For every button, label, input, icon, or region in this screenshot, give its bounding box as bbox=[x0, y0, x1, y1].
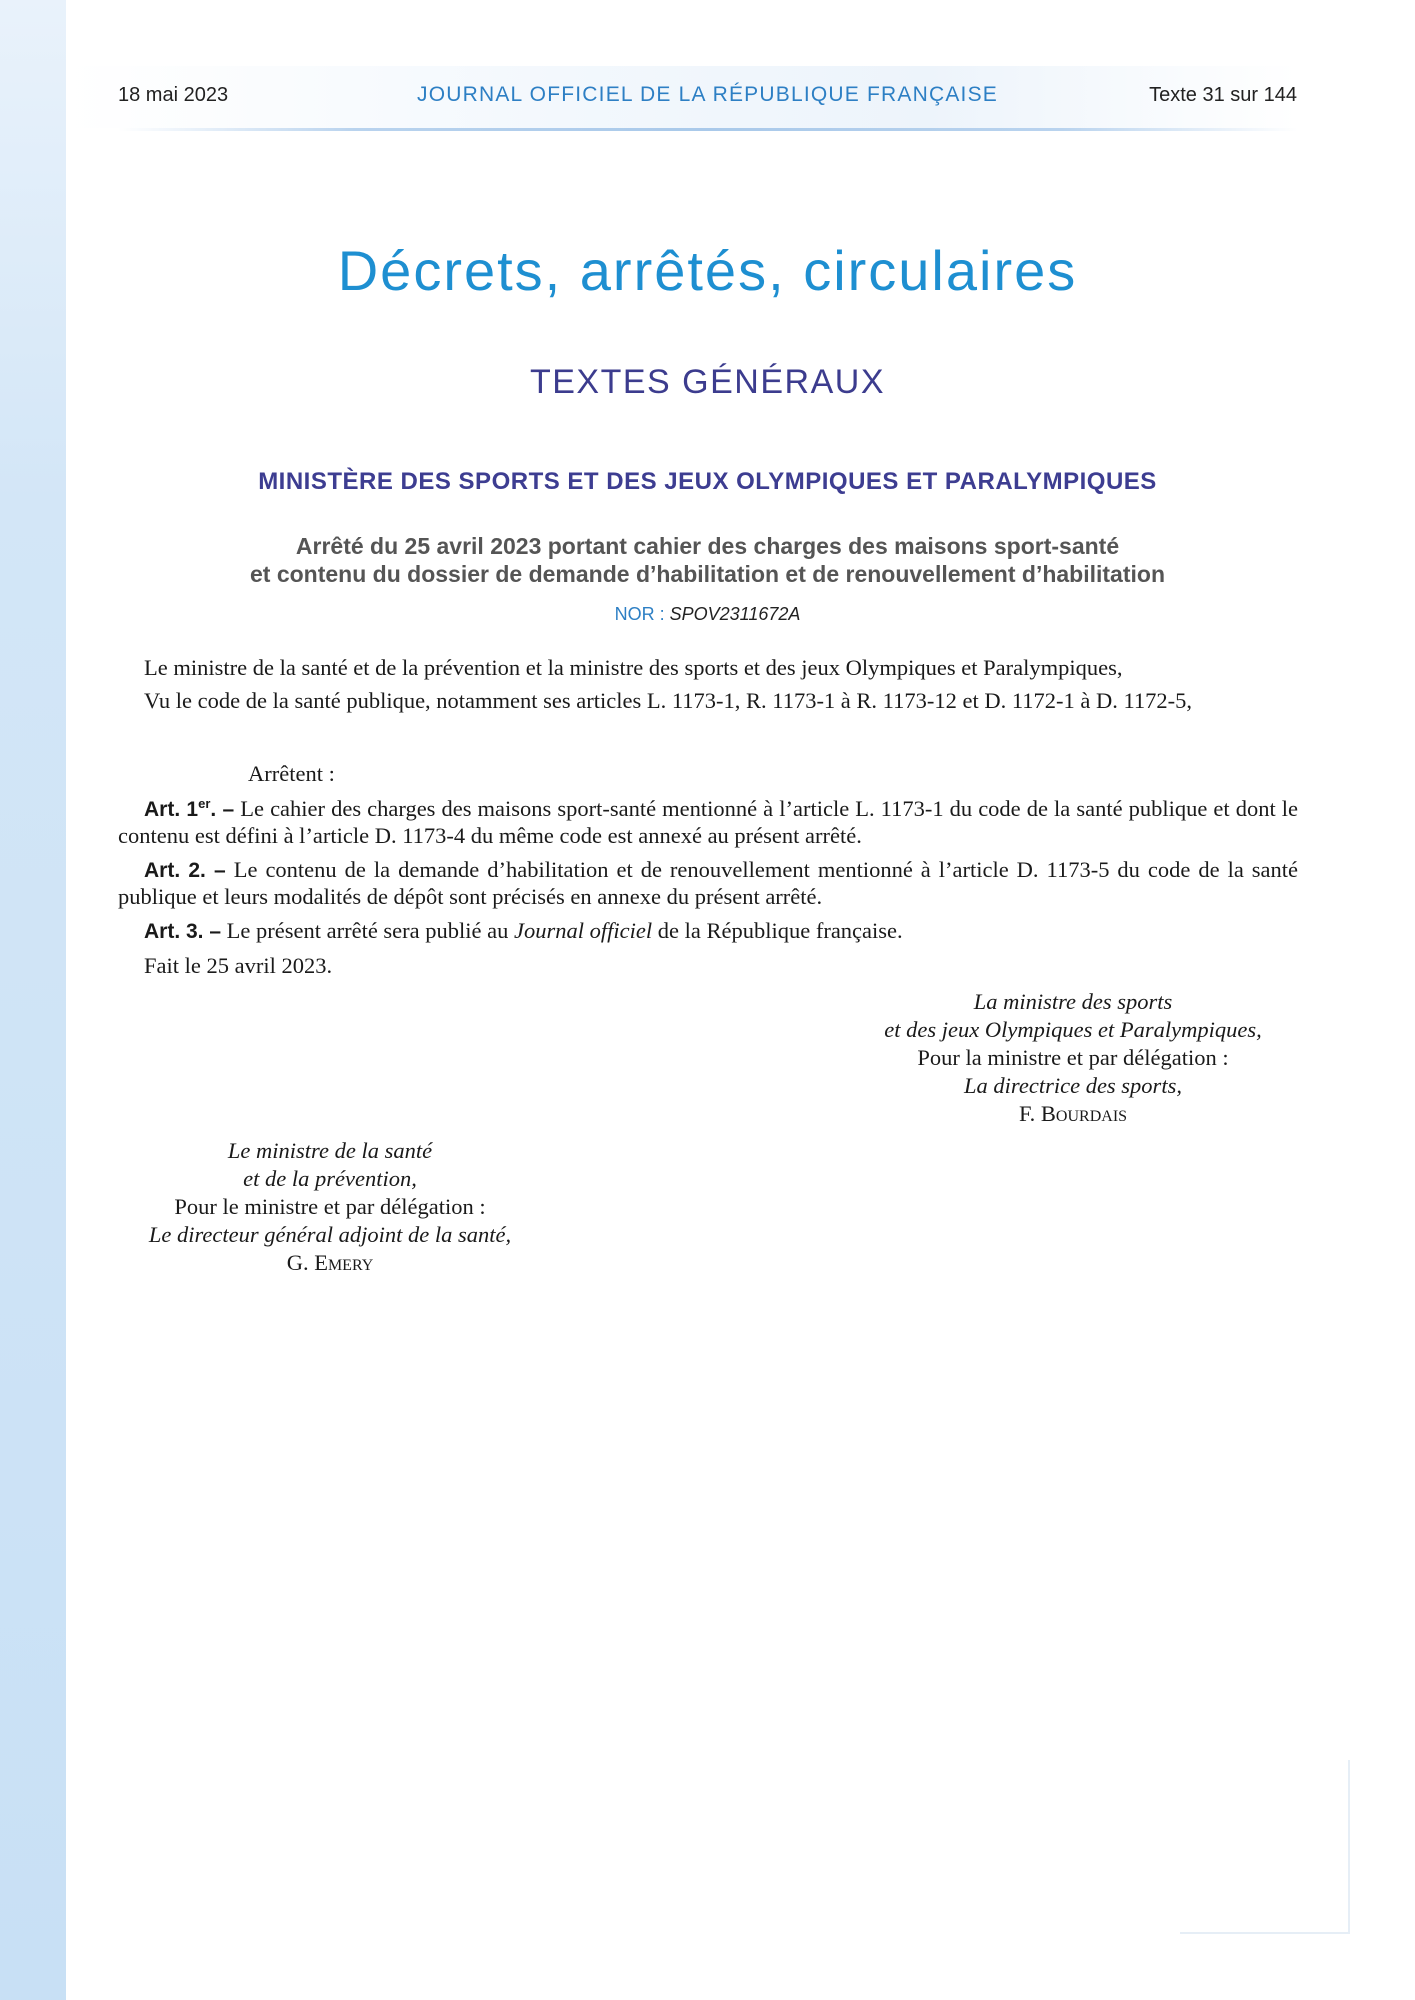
arrete-title-line-1: Arrêté du 25 avril 2023 portant cahier des charges des maisons sport-santé bbox=[295, 533, 1120, 559]
ministry-heading: MINISTÈRE DES SPORTS ET DES JEUX OLYMPIQUES ET PARALYMPIQUES bbox=[258, 468, 1157, 495]
signature-sante-name: G. Emery bbox=[286, 1250, 374, 1275]
article-1-label: Art. 1er. – bbox=[144, 796, 235, 821]
fait-le: Fait le 25 avril 2023. bbox=[144, 953, 333, 978]
subsection-title: TEXTES GÉNÉRAUX bbox=[529, 363, 885, 401]
signature-sante-line-3: Pour le ministre et par délégation : bbox=[174, 1194, 486, 1219]
article-3-journal: Journal officiel bbox=[514, 918, 653, 943]
article-2-label: Art. 2. – bbox=[144, 859, 226, 882]
preamble-ministers: Le ministre de la santé et de la prévention et la ministre des sports et des jeux Olympiques et Paralympiques, bbox=[144, 655, 1123, 680]
arrete-title-line-2: et contenu du dossier de demande d’habilitation et de renouvellement d’habilitation bbox=[249, 561, 1165, 587]
publication-date: 18 mai 2023 bbox=[118, 84, 229, 106]
nor-code: SPOV2311672A bbox=[669, 604, 801, 624]
article-1-text: Le cahier des charges des maisons sport-santé mentionné à l’article L. 1173-1 du code de la santé publique et dont le contenu est défini à l’article D. 1173-4 du même code est annexé au présent arrêté. bbox=[118, 796, 1299, 848]
article-3-label: Art. 3. – bbox=[144, 920, 222, 943]
signature-sports-line-4: La directrice des sports, bbox=[964, 1073, 1182, 1098]
text-number: Texte 31 sur 144 bbox=[1149, 84, 1297, 106]
article-2-text: Le contenu de la demande d’habilitation et de renouvellement mentionné à l’article D. 1173-5 du code de la santé publique et leurs modalités de dépôt sont précisés en annexe du présent arrêté. bbox=[118, 857, 1299, 909]
article-2 bbox=[118, 857, 1298, 910]
nor-label: NOR : bbox=[614, 604, 665, 624]
header-divider bbox=[118, 128, 1298, 131]
signature-sante bbox=[100, 1137, 560, 1277]
article-1 bbox=[118, 796, 1298, 849]
article-3-text-before: Le présent arrêté sera publié au bbox=[226, 918, 509, 943]
signature-sports-line-2: et des jeux Olympiques et Paralympiques, bbox=[884, 1017, 1262, 1042]
page-corner-frame bbox=[1180, 1760, 1350, 1934]
section-title: Décrets, arrêtés, circulaires bbox=[337, 239, 1078, 302]
signature-sports bbox=[848, 988, 1298, 1128]
signature-sports-line-1: La ministre des sports bbox=[973, 989, 1173, 1014]
preamble-vu: Vu le code de la santé publique, notamment ses articles L. 1173-1, R. 1173-1 à R. 1173-12 et D. 1172-1 à D. 1172-5, bbox=[144, 688, 1192, 713]
signature-sante-line-4: Le directeur général adjoint de la santé, bbox=[148, 1222, 512, 1247]
arrete-title bbox=[0, 532, 1415, 588]
signature-sante-line-2: et de la prévention, bbox=[243, 1166, 417, 1191]
article-3-text-after: de la République française. bbox=[657, 918, 903, 943]
article-3 bbox=[118, 918, 1298, 945]
signature-sante-line-1: Le ministre de la santé bbox=[227, 1138, 433, 1163]
signature-sports-name: F. Bourdais bbox=[1018, 1101, 1128, 1126]
arretent: Arrêtent : bbox=[248, 761, 335, 786]
nor-reference bbox=[0, 603, 1415, 625]
signature-sports-line-3: Pour la ministre et par délégation : bbox=[917, 1045, 1229, 1070]
journal-title: JOURNAL OFFICIEL DE LA RÉPUBLIQUE FRANÇAISE bbox=[417, 83, 998, 106]
